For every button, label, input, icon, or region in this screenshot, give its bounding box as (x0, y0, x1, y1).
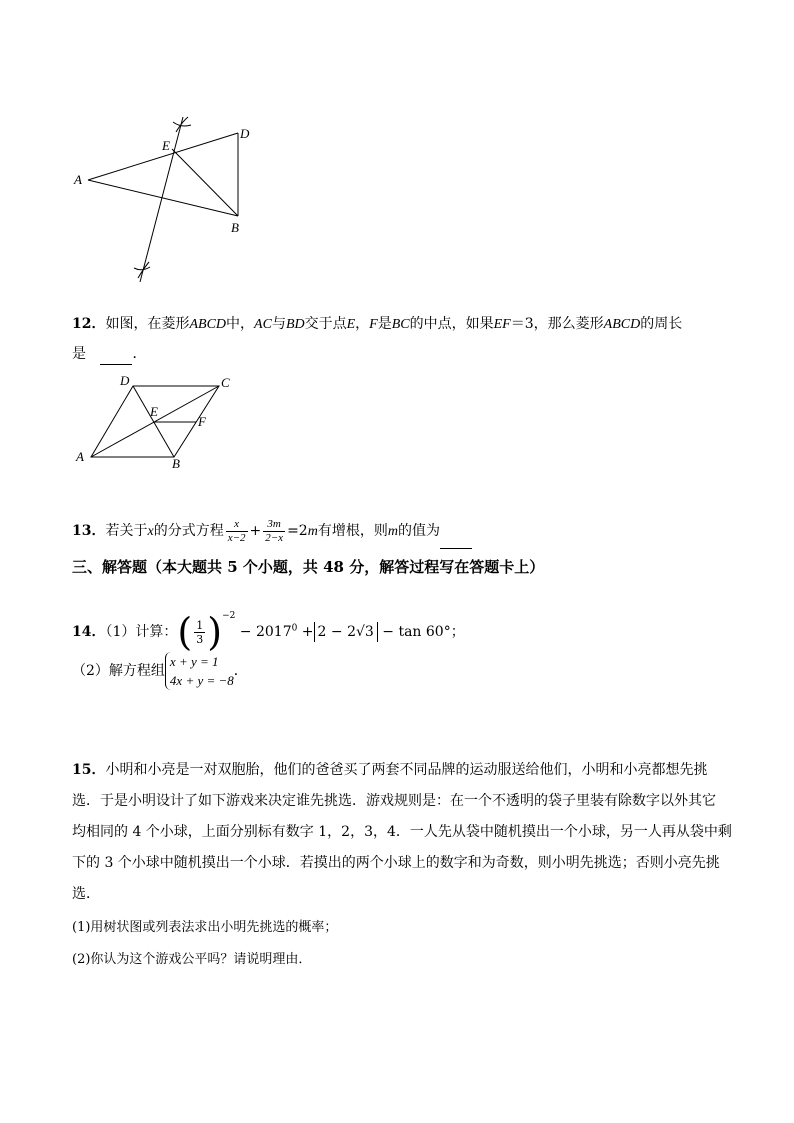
exponent: 0 (291, 623, 298, 634)
segment-eb (172, 149, 238, 216)
q14-part1 (72, 596, 465, 652)
q12-text: 的周长 (640, 316, 683, 332)
q12-text: ． (132, 346, 147, 362)
q13-var: m (307, 524, 318, 539)
q15-sub2: (2)你认为这个游戏公平吗？请说明理由． (72, 952, 312, 967)
q12-var: BC (391, 317, 410, 332)
q12-var: E (346, 317, 356, 332)
answer-blank[interactable] (440, 514, 472, 549)
label-e: E (150, 404, 158, 419)
q12-text: 如图，在菱形 (105, 316, 190, 332)
q13-text: =2 (287, 523, 308, 539)
fraction-2: $\frac{3m}{2-x}$ (265, 517, 284, 544)
equation-system: x + y = 1 4x + y = −8 (165, 652, 234, 690)
q14-part2 (72, 651, 248, 691)
label-a: A (76, 449, 84, 464)
q12-text: 是 (72, 346, 86, 362)
figure-q11 (70, 112, 270, 302)
right-paren: ) (207, 610, 223, 654)
q13-var: m (387, 524, 398, 539)
label-d: D (240, 126, 250, 141)
q13-text: 有增根，则 (317, 523, 388, 539)
q14-text: − 2017 (239, 624, 292, 640)
q15-line1 (72, 760, 707, 780)
q15-line2: 选．于是小明设计了如下游戏来决定谁先挑选．游戏规则是：在一个不透明的袋子里装有除数字以外其它 (72, 793, 716, 809)
q12-text: ＝3，那么菱形 (510, 316, 604, 332)
q14-text: ； (450, 624, 465, 640)
q12-var: ABCD (189, 317, 227, 332)
q12-text: 的中点，如果 (409, 316, 494, 332)
q13-text: + (249, 523, 262, 539)
label-b: B (231, 220, 239, 235)
left-paren: ( (177, 610, 193, 654)
q13-var: x (147, 524, 154, 539)
label-f: F (198, 414, 206, 429)
q13-number: 13． (72, 523, 106, 539)
q12-var: EF (493, 317, 511, 332)
fraction-1: $\frac{x}{x-2}$ (227, 517, 246, 544)
q12-text: ， (355, 316, 370, 332)
q13-line (72, 514, 472, 549)
q13-text: 的值为 (397, 523, 440, 539)
q15-number: 15． (72, 762, 106, 778)
answer-blank[interactable] (100, 344, 132, 365)
q12-text: 与 (271, 316, 286, 332)
q12-text: 是 (377, 316, 392, 332)
q14-text: （1）计算： (105, 624, 178, 640)
fraction-one-third: $\frac{1}{3}$ (196, 618, 204, 646)
q12-var: BD (285, 317, 305, 332)
q14-text: ． (233, 663, 248, 679)
q12-var: F (369, 317, 378, 332)
absolute-value: 2 − 2√3 (314, 622, 378, 642)
q15-sub1: (1)用树状图或列表法求出小明先挑选的概率； (72, 920, 338, 935)
segment-ab (88, 180, 238, 216)
q15-text: 小明和小亮是一对双胞胎，他们的爸爸买了两套不同品牌的运动服送给他们，小明和小亮都想先挑 (105, 762, 708, 778)
exponent: −2 (222, 611, 236, 621)
q12-var: AC (254, 317, 272, 332)
q12-line2 (72, 344, 146, 365)
figure-q12 (70, 372, 250, 472)
arc-mark-bottom (134, 267, 150, 270)
q13-text: 若关于 (105, 523, 148, 539)
label-d: D (120, 373, 130, 388)
q15-line5: 选． (72, 886, 100, 902)
q12-number: 12． (72, 316, 106, 332)
q15-line3: 均相同的 4 个小球，上面分别标有数字 1，2，3，4．一人先从袋中随机摸出一个小球，另一人再从袋中剩 (72, 824, 732, 840)
label-c: C (221, 375, 230, 390)
q14-text: + (301, 624, 314, 640)
q15-line4: 下的 3 个小球中随机摸出一个小球．若摸出的两个小球上的数字和为奇数，则小明先挑选；否则小亮先挑 (72, 855, 720, 871)
section-heading: 三、解答题（本大题共 5 个小题，共 48 分，解答过程写在答题卡上） (72, 558, 545, 576)
q12-line1 (72, 314, 682, 335)
q14-text: − tan 60° (382, 624, 451, 640)
q13-text: 的分式方程 (153, 523, 224, 539)
label-b: B (172, 456, 180, 471)
label-e: E (162, 138, 170, 153)
label-a: A (74, 172, 82, 187)
q14-number: 14． (72, 624, 106, 640)
q12-text: 交于点 (304, 316, 347, 332)
q12-var: ABCD (603, 317, 641, 332)
q12-text: 中， (226, 316, 255, 332)
q14-text: （2）解方程组 (72, 663, 165, 679)
